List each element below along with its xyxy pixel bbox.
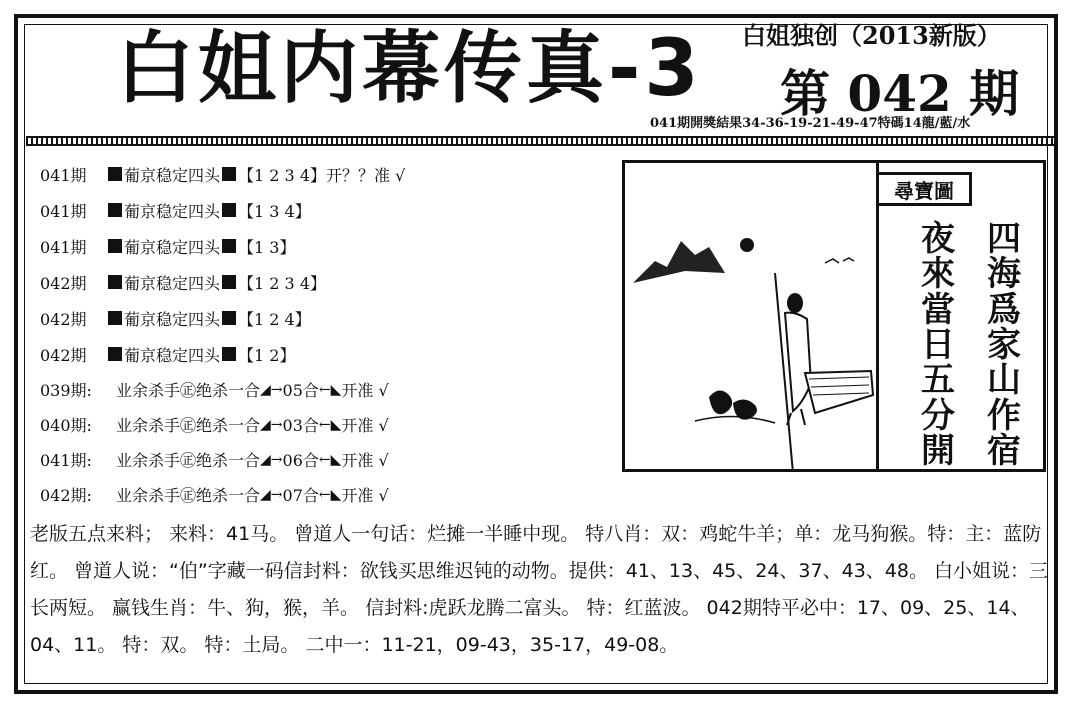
row-label: 葡京稳定四头 (124, 309, 221, 329)
row-label: 业余杀手㊣绝杀一合 (116, 416, 261, 435)
period-label: 041期: (40, 451, 92, 470)
square-icon (108, 311, 122, 325)
square-icon (222, 203, 236, 217)
row-value: 【1 2 4】 (238, 309, 311, 329)
period-label: 041期 (40, 237, 87, 257)
list-item (40, 372, 620, 407)
row-label: 葡京稳定四头 (124, 273, 221, 293)
last-result: 041期開獎結果34-36-19-21-49-47特碼14龍/藍/水 (650, 116, 971, 131)
row-value: 【1 2 3 4】 (238, 273, 326, 293)
row-value: 【1 3 4】 (238, 201, 311, 221)
row-value: 【1 2 3 4】开？？准 √ (238, 165, 406, 185)
row-result: 开准 √ (341, 416, 389, 435)
decorative-divider (26, 136, 1054, 146)
square-icon (108, 275, 122, 289)
list-item (40, 477, 620, 512)
square-icon (222, 275, 236, 289)
square-icon (108, 347, 122, 361)
row-label: 业余杀手㊣绝杀一合 (116, 451, 261, 470)
square-icon (222, 239, 236, 253)
row-label: 葡京稳定四头 (124, 201, 221, 221)
left-arrow-icon: ←◣ (318, 416, 342, 433)
square-icon (108, 167, 122, 181)
list-item (40, 192, 620, 228)
poem-right: 四海爲家山作宿 (987, 219, 1021, 472)
row-label: 业余杀手㊣绝杀一合 (116, 381, 261, 400)
right-arrow-icon: ◢→ (260, 381, 283, 398)
row-label: 葡京稳定四头 (124, 345, 221, 365)
row-result: 开准 √ (341, 381, 389, 400)
period-label: 039期: (40, 381, 92, 400)
list-item (40, 156, 620, 192)
square-icon (222, 347, 236, 361)
row-label: 葡京稳定四头 (124, 237, 221, 257)
row-value: 【1 3】 (238, 237, 296, 257)
list-item (40, 264, 620, 300)
treasure-map-label: 尋寶圖 (876, 172, 972, 206)
left-arrow-icon: ←◣ (318, 486, 342, 503)
right-arrow-icon: ◢→ (260, 416, 283, 433)
list-item (40, 407, 620, 442)
row-value: 06合 (282, 451, 319, 470)
period-label: 042期 (40, 345, 87, 365)
period-label: 041期 (40, 165, 87, 185)
square-icon (222, 167, 236, 181)
right-arrow-icon: ◢→ (260, 451, 283, 468)
prediction-list (40, 156, 620, 512)
list-item (40, 300, 620, 336)
square-icon (222, 311, 236, 325)
row-label: 业余杀手㊣绝杀一合 (116, 486, 261, 505)
box-divider (876, 160, 879, 472)
period-label: 040期: (40, 416, 92, 435)
page-title: 白姐内幕传真-3 (116, 24, 703, 114)
picture-box (622, 160, 1046, 472)
issue-number: 第 042 期 (780, 64, 1020, 123)
period-label: 042期 (40, 273, 87, 293)
row-value: 【1 2】 (238, 345, 296, 365)
row-result: 开准 √ (341, 451, 389, 470)
right-arrow-icon: ◢→ (260, 486, 283, 503)
row-value: 03合 (282, 416, 319, 435)
row-value: 07合 (282, 486, 319, 505)
poem-left: 夜來當日五分開 (921, 219, 955, 472)
period-label: 041期 (40, 201, 87, 221)
period-label: 042期 (40, 309, 87, 329)
row-value: 05合 (282, 381, 319, 400)
fisherman-illustration (625, 163, 875, 469)
row-result: 开准 √ (341, 486, 389, 505)
square-icon (108, 239, 122, 253)
list-item (40, 442, 620, 477)
left-arrow-icon: ←◣ (318, 381, 342, 398)
left-arrow-icon: ←◣ (318, 451, 342, 468)
square-icon (108, 203, 122, 217)
period-label: 042期: (40, 486, 92, 505)
info-paragraph: 老版五点来料； 来料：41马。 曾道人一句话：烂摊一半睡中现。 特八肖：双：鸡蛇牛羊；单：龙马狗猴。特：主：蓝防红。 曾道人说：“伯”字藏一码信封料：欲钱买思维迟钝的动物。提供：41、13、45、24、37、43、48。 白小姐说：三长两短。 赢钱生肖：牛、狗，猴，羊。 信封料:虎跃龙腾二富头。 特：红蓝波。 042期特平必中：17、09、25、14、04、11。 特：双。 特：土局。 二中一：11-21，09-43，35-17，49-08。 (30, 523, 1049, 656)
list-item (40, 228, 620, 264)
edition-label: 白姐独创（2013新版） (742, 21, 1001, 50)
row-label: 葡京稳定四头 (124, 165, 221, 185)
list-item (40, 336, 620, 372)
